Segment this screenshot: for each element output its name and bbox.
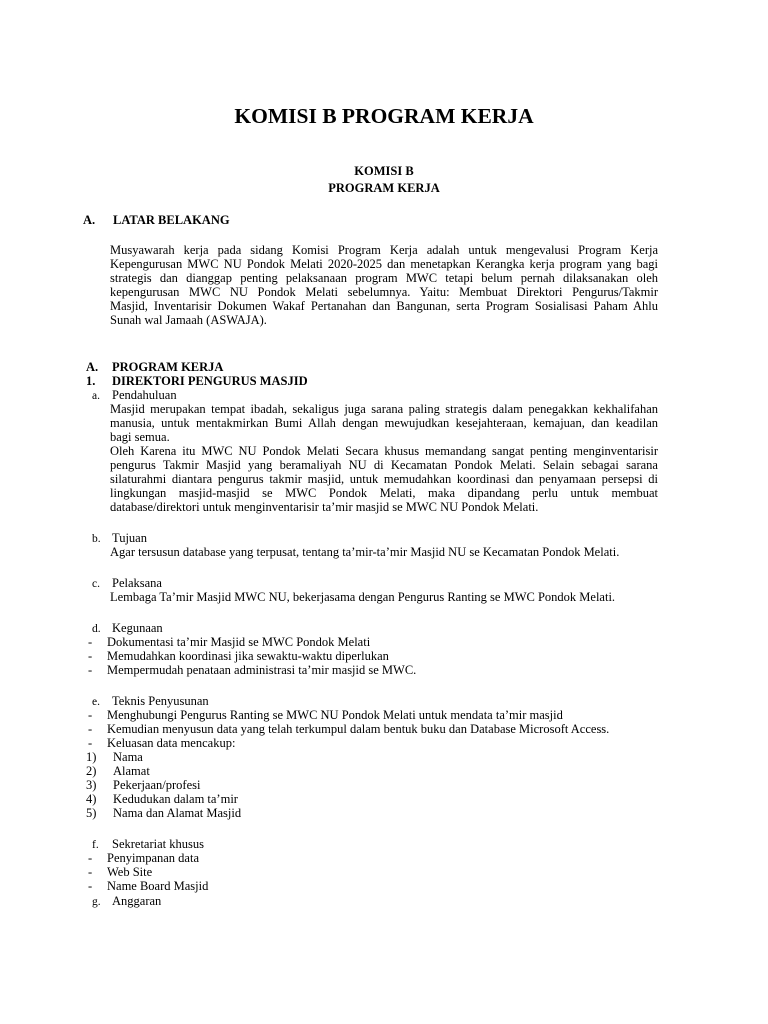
item-marker: a. xyxy=(92,390,100,402)
item-marker: c. xyxy=(92,578,100,590)
bullet-marker: - xyxy=(88,722,93,736)
paragraph-line: silaturahmi diantara pengurus takmir masjid, untuk memudahkan koordinasi dan penyamaan persepsi di xyxy=(110,472,658,486)
item-marker: b. xyxy=(92,533,101,545)
paragraph-line: kepengurusan MWC NU Pondok Melati sebelumnya. Yaitu: Membuat Direktori Pengurus/Takmir xyxy=(110,285,658,299)
paragraph-pendahuluan-2 xyxy=(110,444,658,514)
bullet-marker: - xyxy=(88,851,93,865)
paragraph-line: pengurus Takmir Masjid yang beramaliyah NU di Kecamatan Pondok Melati. Selain sebagai sarana xyxy=(110,458,658,472)
bullet-item: Mempermudah penataan administrasi ta’mir masjid se MWC. xyxy=(107,663,417,677)
numbered-marker: 3) xyxy=(86,778,97,792)
item-label-pelaksana: Pelaksana xyxy=(112,576,162,590)
bullet-item: Penyimpanan data xyxy=(107,851,199,865)
paragraph-line: manusia, untuk mentakmirkan Bumi Allah dengan mewujudkan kesejahteraan, kemajuan, dan keadilan xyxy=(110,416,658,430)
paragraph-line: strategis dan dianggap penting pelaksanaan program MWC tetapi belum pernah dilaksanakan oleh xyxy=(110,271,658,285)
item-label-tujuan: Tujuan xyxy=(112,531,147,545)
item-marker: d. xyxy=(92,623,101,635)
item-text-pelaksana: Lembaga Ta’mir Masjid MWC NU, bekerjasama dengan Pengurus Ranting se MWC Pondok Melati. xyxy=(110,590,616,604)
item-label-teknis: Teknis Penyusunan xyxy=(112,694,209,708)
bullet-item: Memudahkan koordinasi jika sewaktu-waktu diperlukan xyxy=(107,649,389,663)
bullet-marker: - xyxy=(88,708,93,722)
paragraph-line: database/direktori untuk menginventarisir ta’mir masjid se MWC NU Pondok Melati. xyxy=(110,500,539,514)
bullet-item: Keluasan data mencakup: xyxy=(107,736,236,750)
item-label-sekretariat: Sekretariat khusus xyxy=(112,837,204,851)
numbered-item: Alamat xyxy=(113,764,150,778)
paragraph-line: Musyawarah kerja pada sidang Komisi Program Kerja adalah untuk mengevalusi Program Kerja xyxy=(110,243,658,257)
section-marker: A. xyxy=(83,213,96,227)
item-label-kegunaan: Kegunaan xyxy=(112,621,163,635)
subsection-marker: 1. xyxy=(86,374,96,388)
bullet-marker: - xyxy=(88,663,93,677)
item-text-tujuan: Agar tersusun database yang terpusat, tentang ta’mir-ta’mir Masjid NU se Kecamatan Pondok Melati. xyxy=(110,545,620,559)
numbered-item: Nama xyxy=(113,750,143,764)
item-marker: g. xyxy=(92,896,101,908)
subtitle-program: PROGRAM KERJA xyxy=(328,181,440,195)
numbered-item: Pekerjaan/profesi xyxy=(113,778,201,792)
paragraph-line: Sunah wal Jamaah (ASWAJA). xyxy=(110,313,267,327)
numbered-item: Nama dan Alamat Masjid xyxy=(113,806,242,820)
numbered-marker: 4) xyxy=(86,792,97,806)
document-title: KOMISI B PROGRAM KERJA xyxy=(234,104,534,128)
paragraph-line: Masjid merupakan tempat ibadah, sekaligus juga sarana paling strategis dalam penegakkan kekhalifahan xyxy=(110,402,658,416)
numbered-marker: 1) xyxy=(86,750,97,764)
bullet-item: Kemudian menyusun data yang telah terkumpul dalam bentuk buku dan Database Microsoft Access. xyxy=(107,722,610,736)
paragraph-line: Masjid, Inventarisir Dokumen Wakaf Pertanahan dan Bangunan, serta Program Sosialisasi Paham Ahlu xyxy=(110,299,658,313)
subtitle-komisi: KOMISI B xyxy=(354,164,414,178)
section-heading-program-kerja: PROGRAM KERJA xyxy=(112,360,224,374)
paragraph-line: bagi semua. xyxy=(110,430,170,444)
item-marker: e. xyxy=(92,696,100,708)
numbered-marker: 2) xyxy=(86,764,97,778)
section-heading-latar-belakang: LATAR BELAKANG xyxy=(113,213,230,227)
bullet-marker: - xyxy=(88,879,93,893)
paragraph-pendahuluan-1 xyxy=(110,402,658,444)
item-label-pendahuluan: Pendahuluan xyxy=(112,388,177,402)
paragraph-latar-belakang xyxy=(110,243,658,327)
bullet-marker: - xyxy=(88,649,93,663)
bullet-marker: - xyxy=(88,736,93,750)
bullet-item: Menghubungi Pengurus Ranting se MWC NU Pondok Melati untuk mendata ta’mir masjid xyxy=(107,708,563,722)
item-label-anggaran: Anggaran xyxy=(112,894,162,908)
bullet-item: Dokumentasi ta’mir Masjid se MWC Pondok Melati xyxy=(107,635,371,649)
numbered-marker: 5) xyxy=(86,806,97,820)
subsection-heading-direktori: DIREKTORI PENGURUS MASJID xyxy=(112,374,308,388)
paragraph-line: Oleh Karena itu MWC NU Pondok Melati Secara khusus memandang sangat penting menginventarisir xyxy=(110,444,658,458)
item-marker: f. xyxy=(92,839,99,851)
bullet-marker: - xyxy=(88,865,93,879)
numbered-item: Kedudukan dalam ta’mir xyxy=(113,792,238,806)
bullet-item: Name Board Masjid xyxy=(107,879,209,893)
section-marker: A. xyxy=(86,360,99,374)
paragraph-line: Kepengurusan MWC NU Pondok Melati 2020-2025 dan menetapkan Kerangka kerja program yang bagi xyxy=(110,257,658,271)
bullet-item: Web Site xyxy=(107,865,153,879)
bullet-marker: - xyxy=(88,635,93,649)
paragraph-line: lingkungan masjid-masjid se MWC Pondok Melati, maka dipandang perlu untuk membuat xyxy=(110,486,658,500)
